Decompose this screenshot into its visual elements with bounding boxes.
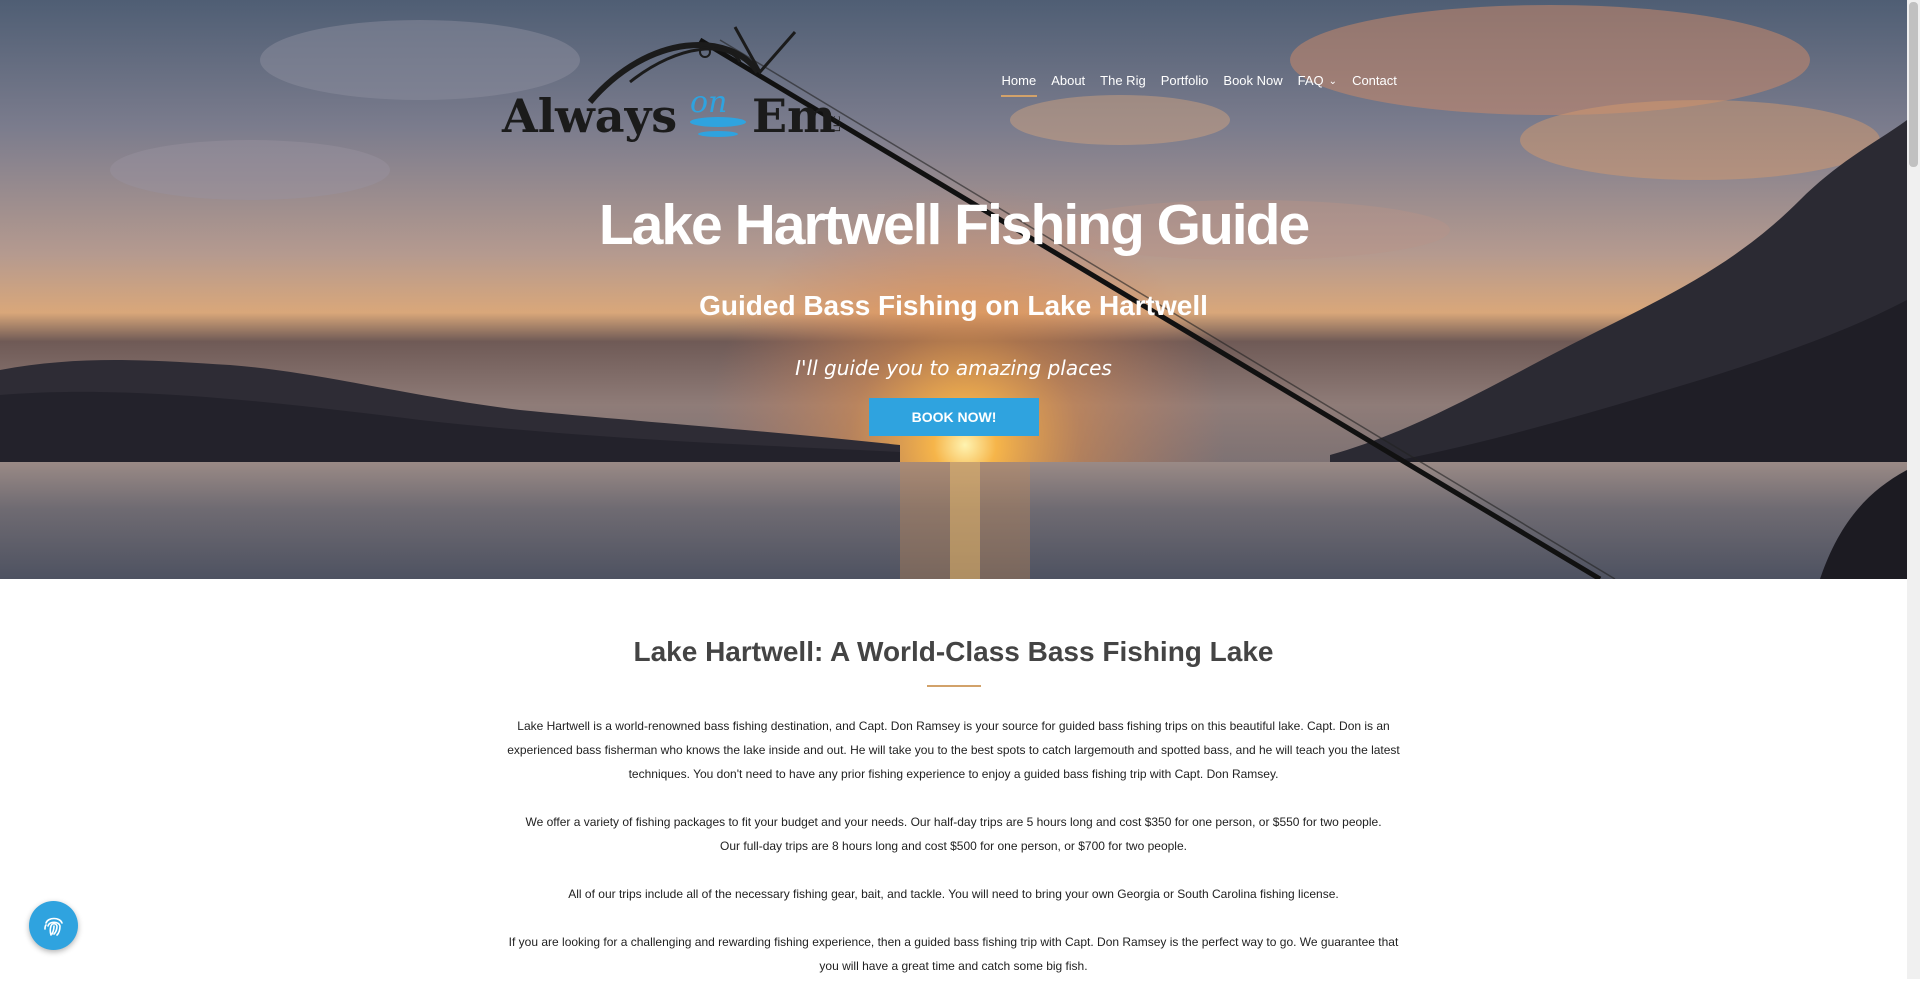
svg-text:on: on [690, 85, 728, 120]
hero-tagline: I'll guide you to amazing places [795, 356, 1112, 380]
chevron-down-icon: ⌄ [1328, 76, 1338, 87]
paragraph-gear [500, 882, 1407, 906]
nav-the-rig-label: The Rig [1100, 73, 1146, 88]
text-line: Lake Hartwell is a world-renowned bass fishing destination, and Capt. Don Ramsey is your source for guided bass fishing trips on this beautiful lake. Capt. Don is an [517, 719, 1390, 733]
fingerprint-icon [41, 913, 67, 939]
fingerprint-widget-button[interactable] [29, 901, 78, 950]
text-line: you will have a great time and catch some big fish. [819, 959, 1088, 973]
nav-contact[interactable] [1345, 72, 1405, 96]
text-line: experienced bass fisherman who knows the lake inside and out. He will take you to the best spots to catch largemouth and spotted bass, and he will teach you the latest [507, 743, 1400, 757]
nav-faq[interactable] [1290, 72, 1344, 96]
nav-about-label: About [1051, 73, 1086, 88]
paragraph-packages [500, 810, 1407, 858]
nav-home[interactable] [994, 72, 1044, 96]
nav-portfolio-label: Portfolio [1160, 73, 1209, 88]
nav-book-now[interactable] [1216, 72, 1290, 96]
nav-book-now-label: Book Now [1223, 73, 1283, 88]
nav-the-rig[interactable] [1093, 72, 1154, 96]
paragraph-intro [500, 714, 1407, 786]
site-logo[interactable] [500, 22, 850, 147]
text-line: If you are looking for a challenging and rewarding fishing experience, then a guided bass fishing trip with Capt. Don Ramsey is the perfect way to go. We guarantee that [508, 935, 1399, 949]
svg-text:Em: Em [752, 89, 836, 143]
section-divider [927, 685, 981, 687]
nav-about[interactable] [1044, 72, 1093, 96]
text-line: All of our trips include all of the necessary fishing gear, bait, and tackle. You will need to bring your own Georgia or South Carolina fishing license. [568, 887, 1339, 901]
paragraph-closing [500, 930, 1407, 978]
page-scrollbar[interactable] [1907, 0, 1920, 979]
text-line: Our full-day trips are 8 hours long and cost $500 for one person, or $700 for two people. [720, 839, 1187, 853]
main-navigation [994, 72, 1404, 96]
text-line: techniques. You don't need to have any prior fishing experience to enjoy a guided bass fishing trip with Capt. Don Ramsey. [628, 767, 1279, 781]
hero-subtitle: Guided Bass Fishing on Lake Hartwell [699, 290, 1208, 321]
nav-portfolio[interactable] [1153, 72, 1216, 96]
hero-title: Lake Hartwell Fishing Guide [598, 193, 1309, 257]
nav-home-label: Home [1001, 73, 1037, 88]
nav-contact-label: Contact [1352, 73, 1397, 88]
svg-text:Always: Always [502, 89, 678, 143]
svg-text:LLC: LLC [833, 115, 843, 132]
section-title: Lake Hartwell: A World-Class Bass Fishing Lake [633, 636, 1274, 667]
intro-content [500, 714, 1407, 1002]
book-now-button[interactable]: BOOK NOW! [869, 398, 1039, 436]
scrollbar-thumb[interactable] [1909, 2, 1918, 167]
nav-faq-label: FAQ [1297, 73, 1324, 88]
text-line: We offer a variety of fishing packages to fit your budget and your needs. Our half-day trips are 5 hours long and cost $350 for one person, or $550 for two people. [525, 815, 1382, 829]
